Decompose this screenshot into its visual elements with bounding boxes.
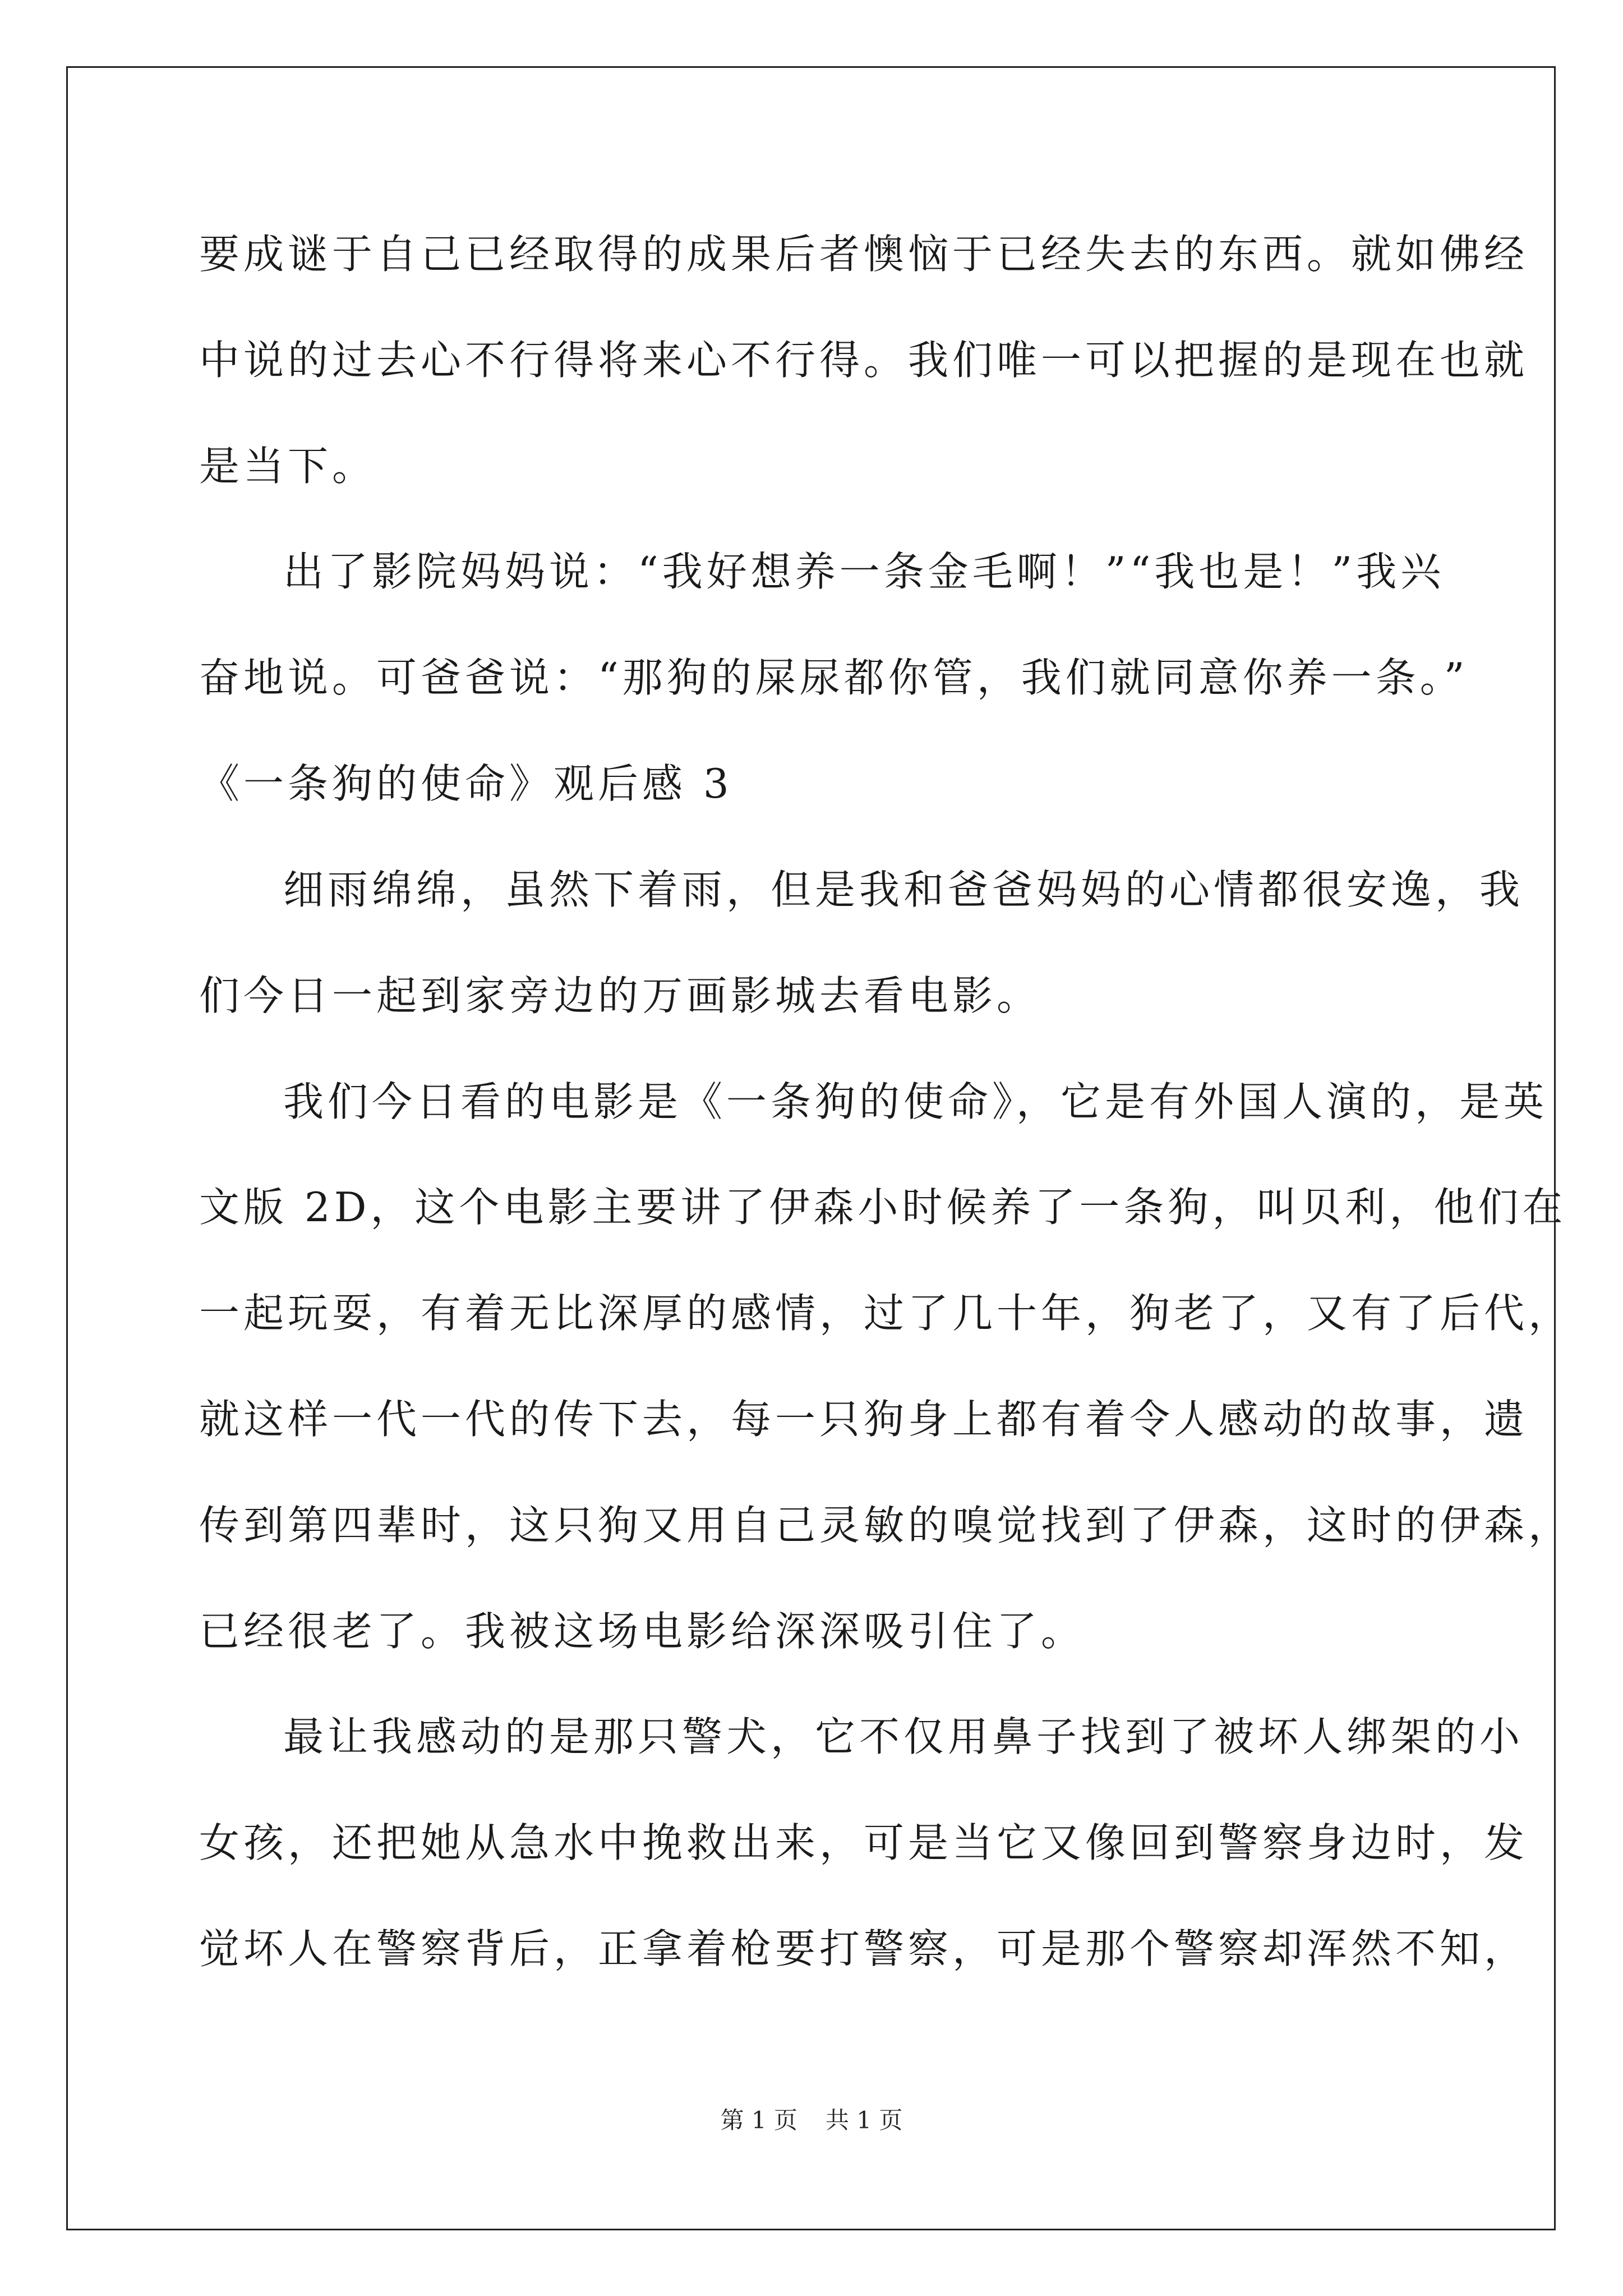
page-total: 共 1 页 [826,2106,903,2134]
text-line: 们今日一起到家旁边的万画影城去看电影。 [199,972,1041,1019]
text-line: 奋地说。可爸爸说：“那狗的屎尿都你管，我们就同意你养一条。” [199,654,1469,701]
text-line: 觉坏人在警察背后，正拿着枪要打警察，可是那个警察却浑然不知， [199,1925,1529,1972]
text-line: 就这样一代一代的传下去，每一只狗身上都有着令人感动的故事，遗 [199,1396,1529,1443]
text-line: 是当下。 [199,443,377,490]
text-line: 要成谜于自己已经取得的成果后者懊恼于已经失去的东西。就如佛经 [199,231,1529,278]
section-heading: 《一条狗的使命》观后感 3 [199,760,733,807]
text-line: 文版 2D，这个电影主要讲了伊森小时候养了一条狗，叫贝利，他们在 [199,1184,1567,1231]
text-line: 出了影院妈妈说：“我好想养一条金毛啊！”“我也是！”我兴 [283,548,1445,595]
text-line: 最让我感动的是那只警犬，它不仅用鼻子找到了被坏人绑架的小 [283,1713,1524,1760]
text-line: 已经很老了。我被这场电影给深深吸引住了。 [199,1608,1086,1655]
page-border [66,66,1573,2230]
page-footer [0,2105,1623,2136]
text-line: 细雨绵绵，虽然下着雨，但是我和爸爸妈妈的心情都很安逸，我 [283,866,1524,913]
page-number: 第 1 页 [720,2106,797,2134]
text-line: 一起玩耍，有着无比深厚的感情，过了几十年，狗老了，又有了后代， [199,1290,1573,1337]
text-line: 传到第四辈时，这只狗又用自己灵敏的嗅觉找到了伊森，这时的伊森， [199,1502,1573,1549]
text-line: 我们今日看的电影是《一条狗的使命》，它是有外国人演的，是英 [283,1078,1548,1125]
text-line: 中说的过去心不行得将来心不行得。我们唯一可以把握的是现在也就 [199,337,1529,384]
text-line: 女孩，还把她从急水中挽救出来，可是当它又像回到警察身边时，发 [199,1819,1529,1866]
